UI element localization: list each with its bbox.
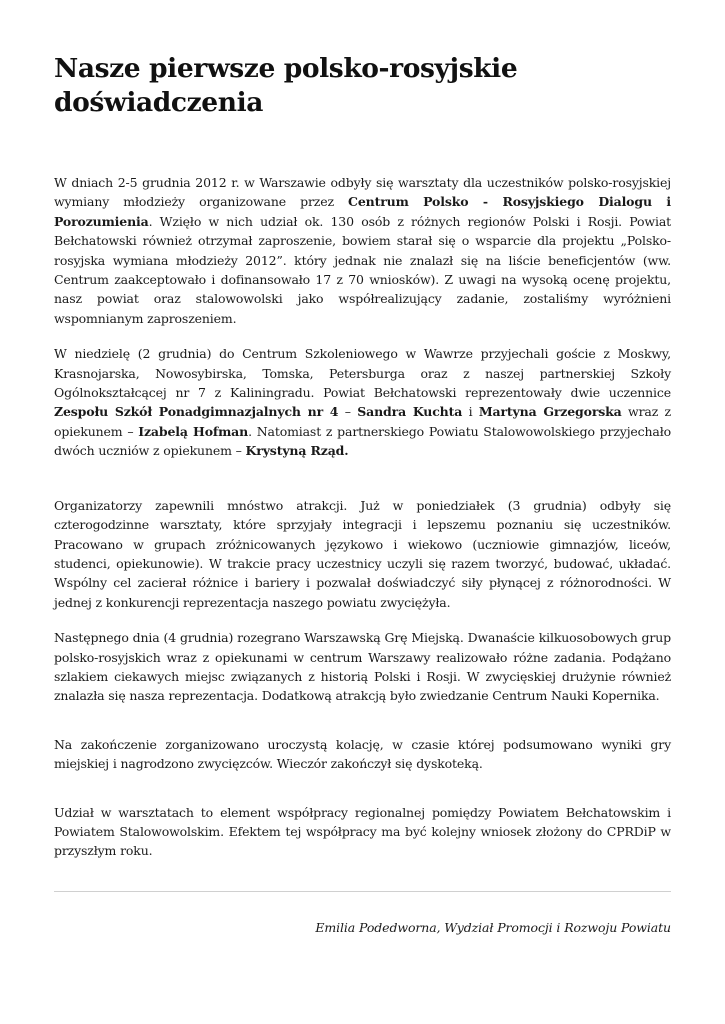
paragraph-text: i	[462, 404, 479, 420]
divider	[54, 891, 671, 892]
teacher-name: Krystyną Rząd.	[245, 443, 349, 459]
student-name: Martyna Grzegorska	[478, 404, 622, 420]
organizer-name: Centrum Polsko - Rosyjskiego Dialogu i Porozumienia	[54, 194, 671, 229]
article-body	[54, 173, 671, 861]
article	[54, 52, 671, 937]
paragraph-workshops: Organizatorzy zapewnili mnóstwo atrakcji. Już w poniedziałek (3 grudnia) odbyły się czterogodzinne warsztaty, które sprzyjały integracji i lepszemu poznaniu się uczestników. Pracowano w grupach zróżnicowanych językowo i wiekowo (uczniowie gimnazjów, liceów, studenci, opiekunowie). W trakcie pracy uczestnicy uczyli się razem tworzyć, budować, układać. Wspólny cel zacierał różnice i bariery i pozwalał doświadczyć siły płynącej z różnorodności. W jednej z konkurencji reprezentacja naszego powiatu zwyciężyła.	[54, 497, 671, 610]
paragraph-text: wraz z opiekunem –	[54, 404, 671, 439]
paragraph-intro	[54, 173, 671, 328]
paragraph-closing: Na zakończenie zorganizowano uroczystą kolację, w czasie której podsumowano wyniki gry miejskiej i nagrodzono zwycięzców. Wieczór zakończył się dyskoteką.	[54, 736, 671, 772]
author-signature: Emilia Podedworna, Wydział Promocji i Rozwoju Powiatu	[315, 919, 671, 935]
paragraph-text: . Wzięło w nich udział ok. 130 osób z różnych regionów Polski i Rosji. Powiat Bełchatowski również otrzymał zaproszenie, bowiem starał się o wsparcie dla projektu „Polsko-rosyjska wymiana młodzieży 2012”. który jednak nie znalazł się na liście beneficjentów (ww. Centrum zaakceptowało i dofinansowało 17 z 70 wniosków). Z uwagi na wysoką ocenę projektu, nasz powiat oraz stalowowolski jako współrealizujący zadanie, zostaliśmy wyróżnieni wspomnianym zaproszeniem.	[54, 213, 671, 326]
article-title: Nasze pierwsze polsko-rosyjskie doświadczenia	[54, 53, 518, 118]
paragraph-text: W niedzielę (2 grudnia) do Centrum Szkoleniowego w Wawrze przyjechali goście z Moskwy, Krasnojarska, Nowosybirska, Tomska, Petersburga oraz z naszej partnerskiej Szkoły Ogólnokształcącej nr 7 z Kaliningradu. Powiat Bełchatowski reprezentowały dwie uczennice	[54, 346, 671, 401]
paragraph-text: W dniach 2-5 grudnia 2012 r. w Warszawie odbyły się warsztaty dla uczestników polsko-rosyjskiej wymiany młodzieży organizowane przez	[54, 175, 671, 210]
student-name: Sandra Kuchta	[357, 404, 463, 420]
paragraph-city-game: Następnego dnia (4 grudnia) rozegrano Warszawską Grę Miejską. Dwanaście kilkuosobowych grup polsko-rosyjskich wraz z opiekunami w centrum Warszawy realizowało różne zadania. Podążano szlakiem ciekawych miejsc związanych z historią Polski i Rosji. W zwycięskiej drużynie również znalazła się nasza reprezentacja. Dodatkową atrakcją było zwiedzanie Centrum Nauki Kopernika.	[54, 630, 671, 704]
paragraph-text: . Natomiast z partnerskiego Powiatu Stalowowolskiego przyjechało dwóch uczniów z opiekunem –	[54, 423, 671, 459]
paragraph-cooperation: Udział w warsztatach to element współpracy regionalnej pomiędzy Powiatem Bełchatowskim i Powiatem Stalowowolskim. Efektem tej współpracy ma być kolejny wniosek złożony do CPRDiP w przyszłym roku.	[54, 804, 671, 859]
paragraph-text: –	[338, 404, 358, 420]
teacher-name: Izabelą Hofman	[138, 423, 249, 439]
school-name: Zespołu Szkół Ponadgimnazjalnych nr 4	[54, 404, 339, 420]
paragraph-participants	[54, 344, 671, 460]
